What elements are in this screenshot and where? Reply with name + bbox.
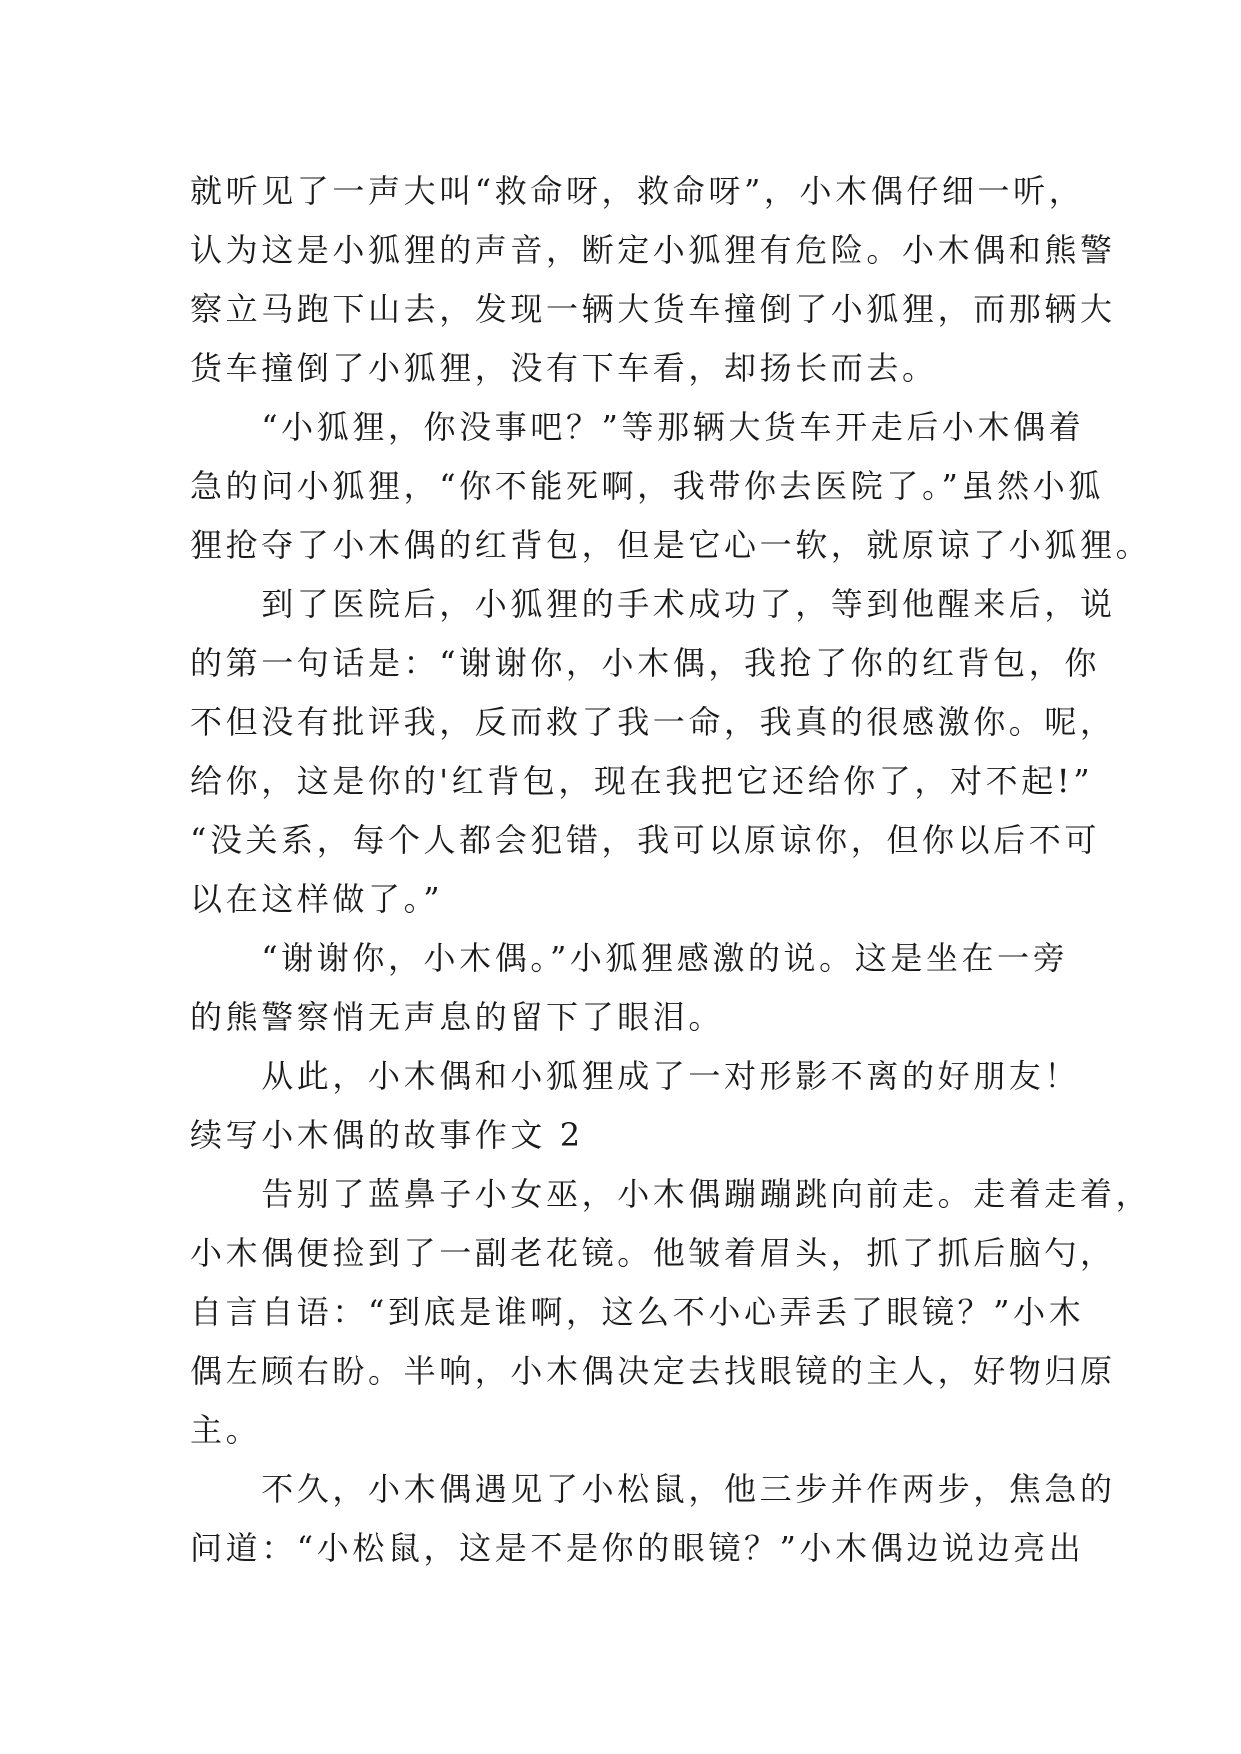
text-line: 偶左顾右盼。半响，小木偶决定去找眼镜的主人，好物归原	[190, 1352, 1116, 1390]
text-line: 货车撞倒了小狐狸，没有下车看，却扬长而去。	[190, 349, 938, 387]
text-line: 告别了蓝鼻子小女巫，小木偶蹦蹦跳向前走。走着走着，	[190, 1175, 1152, 1213]
text-line: 急的问小狐狸，“你不能死啊，我带你去医院了。”虽然小狐	[190, 467, 1104, 505]
text-line: 认为这是小狐狸的声音，断定小狐狸有危险。小木偶和熊警	[190, 231, 1116, 269]
text-line: 以在这样做了。”	[190, 880, 444, 918]
text-line: “谢谢你，小木偶。”小狐狸感激的说。这是坐在一旁	[190, 939, 1069, 977]
text-line: 从此，小木偶和小狐狸成了一对形影不离的好朋友！	[190, 1057, 1081, 1095]
text-line: 狸抢夺了小木偶的红背包，但是它心一软，就原谅了小狐狸。	[190, 526, 1152, 564]
text-line: 不久，小木偶遇见了小松鼠，他三步并作两步，焦急的	[190, 1470, 1116, 1508]
text-line: 主。	[190, 1411, 262, 1449]
text-line: 问道：“小松鼠，这是不是你的眼镜？”小木偶边说边亮出	[190, 1529, 1085, 1567]
document-body	[190, 162, 1152, 1578]
text-line: “没关系，每个人都会犯错，我可以原谅你，但你以后不可	[190, 821, 1100, 859]
text-line: 给你，这是你的'红背包，现在我把它还给你了，对不起!”	[190, 762, 1094, 800]
text-line: 到了医院后，小狐狸的手术成功了，等到他醒来后，说	[190, 585, 1116, 623]
text-line: 就听见了一声大叫“救命呀，救命呀”，小木偶仔细一听，	[190, 172, 1085, 210]
text-line: 的熊警察悄无声息的留下了眼泪。	[190, 998, 725, 1036]
text-line: “小狐狸，你没事吧？”等那辆大货车开走后小木偶着	[190, 408, 1085, 446]
text-line: 续写小木偶的故事作文 2	[190, 1116, 584, 1154]
text-line: 察立马跑下山去，发现一辆大货车撞倒了小狐狸，而那辆大	[190, 290, 1116, 328]
text-line: 不但没有批评我，反而救了我一命，我真的很感激你。呢，	[190, 703, 1116, 741]
text-line: 小木偶便捡到了一副老花镜。他皱着眉头，抓了抓后脑勺，	[190, 1234, 1116, 1272]
text-line: 自言自语：“到底是谁啊，这么不小心弄丢了眼镜？”小木	[190, 1293, 1085, 1331]
text-line: 的第一句话是：“谢谢你，小木偶，我抢了你的红背包，你	[190, 644, 1100, 682]
